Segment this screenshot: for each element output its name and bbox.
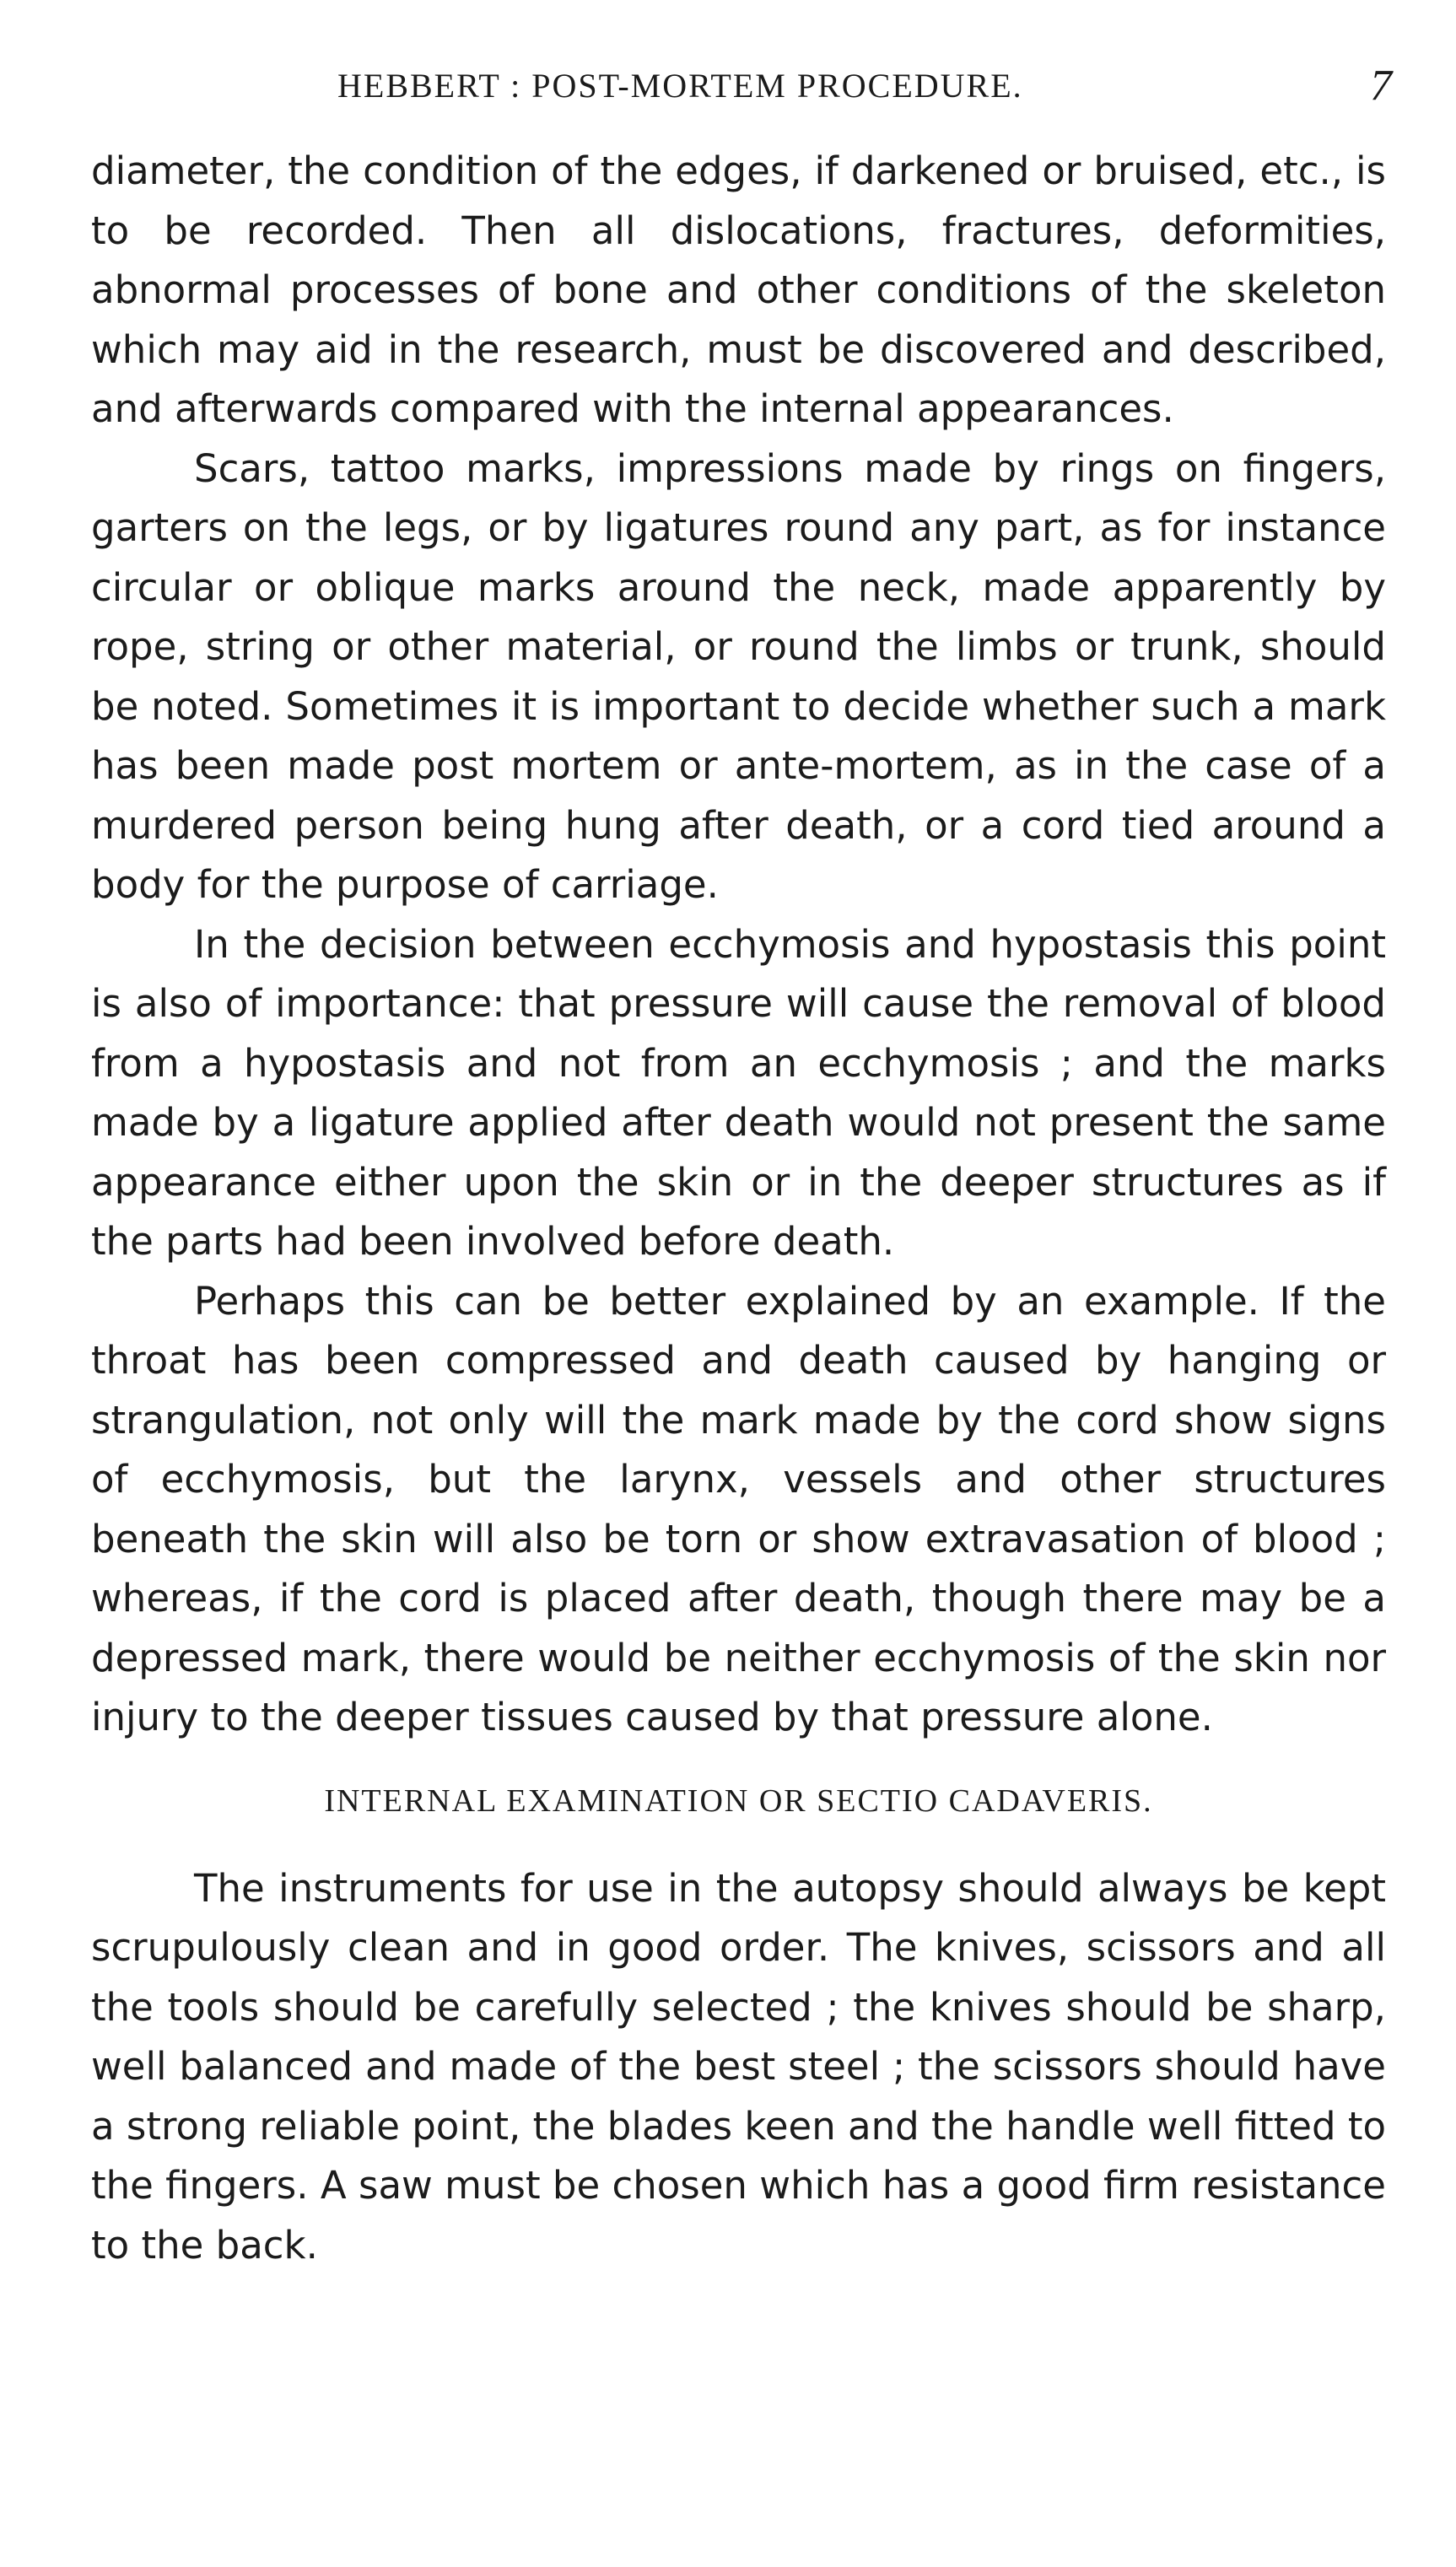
paragraph-ecchymosis: In the decision between ecchymosis and hypostasis this point is also of importance: that pressure will cause the removal of blood from a hypostasis and not from an ecchymosis ; and the marks made by a ligature applied after death would not present the same appearance either upon the skin or in the deeper structures as if the parts had been involved before death. <box>91 921 1386 1264</box>
paragraph-instruments: The instruments for use in the autopsy should always be kept scrupulously clean and in good order. The knives, scissors and all the tools should be carefully selected ; the knives should be sharp, well balanced and made of the best steel ; the scissors should have a strong reliable point, the blades keen and the handle well fitted to the fingers. A saw must be chosen which has a good firm resistance to the back. <box>91 1865 1387 2268</box>
page-number: 7 <box>1370 62 1392 110</box>
paragraph-continuation: diameter, the condition of the edges, if darkened or bruised, etc., is to be recorded. Then all dislocations, fractures, deformities, abnormal processes of bone and other conditions of the skeleton which may aid in the research, must be discovered and described, and afterwards compared with the internal appearances. <box>91 148 1386 431</box>
body-text <box>91 142 1386 2275</box>
paragraph-scars: Scars, tattoo marks, impressions made by rings on fingers, garters on the legs, or by ligatures round any part, as for instance circular or oblique marks around the neck, made apparently by rope, string or other material, or round the limbs or trunk, should be noted. Sometimes it is important to decide whether such a mark has been made post mortem or ante-mortem, as in the case of a murdered person being hung after death, or a cord tied around a body for the purpose of carriage. <box>91 445 1386 907</box>
paragraph-example: Perhaps this can be better explained by an example. If the throat has been compressed and death caused by hanging or strangulation, not only will the mark made by the cord show signs of ecchymosis, but the larynx, vessels and other structures beneath the skin will also be torn or show extravasation of blood ; whereas, if the cord is placed after death, though there may be a depressed mark, there would be neither ecchymosis of the skin nor injury to the deeper tissues caused by that pressure alone. <box>91 1278 1386 1739</box>
running-title: HEBBERT : POST-MORTEM PROCEDURE. <box>337 67 1023 105</box>
running-head <box>93 62 1392 116</box>
section-heading: INTERNAL EXAMINATION OR SECTIO CADAVERIS. <box>324 1782 1153 1819</box>
